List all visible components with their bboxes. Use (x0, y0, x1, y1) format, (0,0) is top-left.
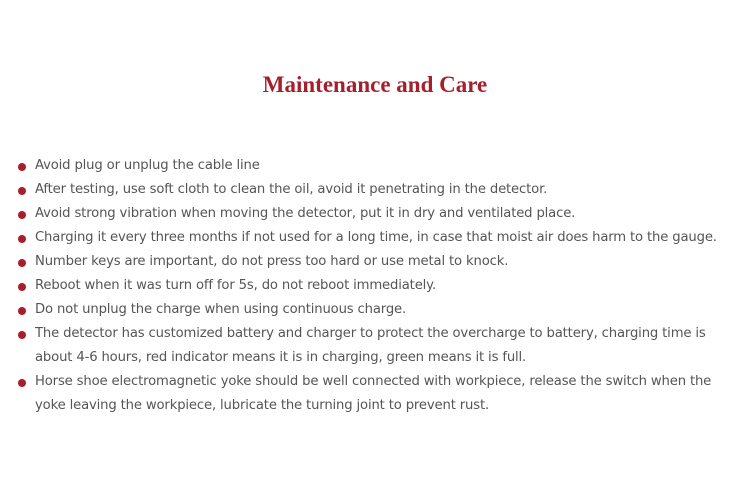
bullet-dot-icon (18, 331, 26, 339)
bullet-dot-icon (18, 379, 26, 387)
list-item (18, 370, 736, 418)
bullet-dot-icon (18, 283, 26, 291)
bullet-dot-icon (18, 307, 26, 315)
list-item-text: The detector has customized battery and charger to protect the overcharge to battery, charging time is about 4-6 hours, red indicator means it is in charging, green means it is full. (35, 326, 706, 365)
list-item (18, 202, 736, 226)
list-item-text: Reboot when it was turn off for 5s, do not reboot immediately. (35, 278, 436, 293)
list-item-text: Number keys are important, do not press too hard or use metal to knock. (35, 254, 509, 269)
list-item (18, 322, 736, 370)
maintenance-list (18, 154, 736, 418)
list-item-text: Avoid plug or unplug the cable line (35, 158, 260, 173)
list-item-text: Horse shoe electromagnetic yoke should be well connected with workpiece, release the switch when the yoke leaving the workpiece, lubricate the turning joint to prevent rust. (35, 374, 712, 413)
list-item (18, 154, 736, 178)
bullet-dot-icon (18, 163, 26, 171)
list-item-text: Charging it every three months if not used for a long time, in case that moist air does harm to the gauge. (35, 230, 717, 245)
list-item (18, 274, 736, 298)
list-item-text: After testing, use soft cloth to clean the oil, avoid it penetrating in the detector. (35, 182, 548, 197)
list-item (18, 226, 736, 250)
bullet-dot-icon (18, 259, 26, 267)
bullet-dot-icon (18, 211, 26, 219)
bullet-dot-icon (18, 235, 26, 243)
bullet-dot-icon (18, 187, 26, 195)
list-item-text: Do not unplug the charge when using continuous charge. (35, 302, 407, 317)
list-item-text: Avoid strong vibration when moving the detector, put it in dry and ventilated place. (35, 206, 576, 221)
list-item (18, 298, 736, 322)
page-title: Maintenance and Care (262, 72, 488, 97)
list-item (18, 178, 736, 202)
list-item (18, 250, 736, 274)
